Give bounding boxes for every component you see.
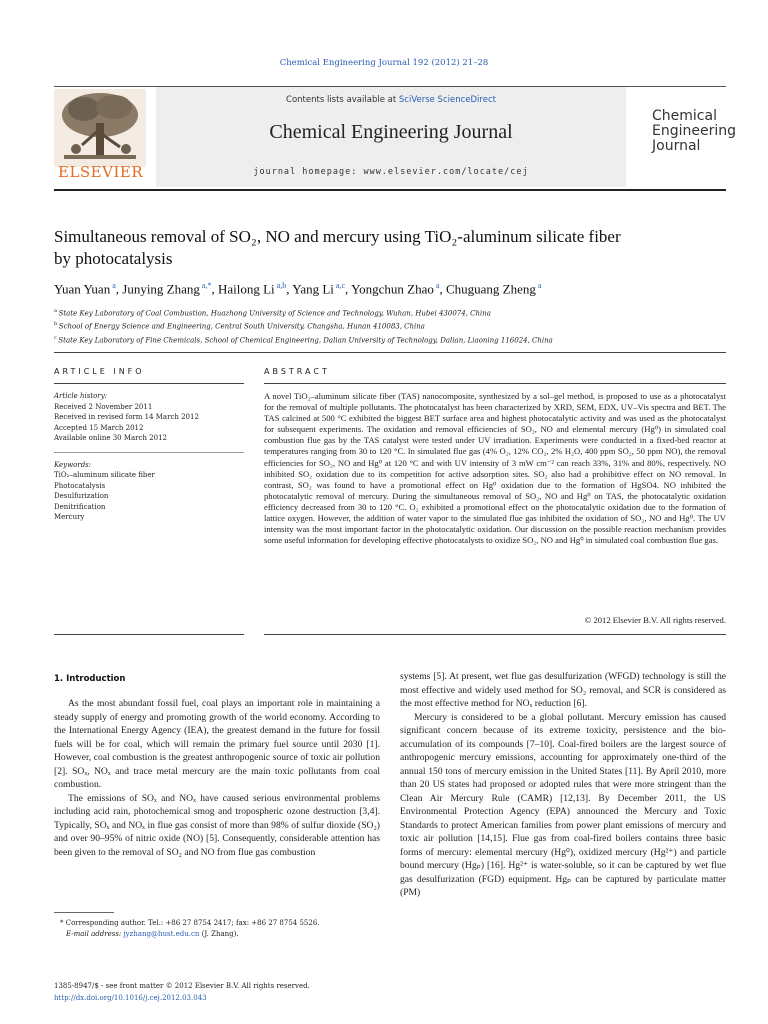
keyword: Photocatalysis xyxy=(54,481,106,490)
author-name[interactable]: Yongchun Zhao xyxy=(351,281,434,297)
journal-homepage-link[interactable]: journal homepage: www.elsevier.com/locate/cej xyxy=(253,167,529,177)
elsevier-tree-icon xyxy=(54,89,146,167)
author-affiliation-marker[interactable]: a xyxy=(110,281,116,290)
elsevier-logo xyxy=(54,89,146,187)
divider xyxy=(264,383,726,384)
body-paragraph: Mercury is considered to be a global pollutant. Mercury emission has caused significant concern because of its extreme toxicity, persistence and the bio-accumulation of its compounds [7–10]. Coal-fired boilers are the largest source of anthropogenic mercury emissions, accounting for approximately one-third of the annual 150 tons of mercury emission in the United States [11]. By April 2010, more than 20 US states had proposed or adopted rules that were more stringent than the Clean Air Mercury Rule (CAMR) [12,13]. By December 2011, the US Environmental Protection Agency (EPA) announced the Mercury and Toxic Standards to protect American families from power plant emissions of mercury and toxic air pollution [14,15]. Flue gas from coal-fired boilers contains three basic forms of mercury: elemental mercury (Hg⁰), oxidized mercury (Hg²⁺) and particle bound mercury (Hgₚ) [16]. Hg²⁺ is water-soluble, so it can be captured by wet flue gas desulfurization (FGD) equipment. Hgₚ can be captured by particulate matter (PM) xyxy=(400,711,726,898)
body-paragraph: As the most abundant fossil fuel, coal plays an important role in maintaining a steady supply of energy and promoting growth of the world economy. According to the International Energy Agency (IEA), the greatest demand in the future for fossil fuels will be for coal, which will remain the primary fuel source until 2030 [1]. However, coal combustion is the greatest anthropogenic source of toxic air pollution [2]. SOₓ, NOₓ and trace metal mercury are the main toxic pollutants from coal combustion. xyxy=(54,698,380,790)
divider xyxy=(54,383,244,384)
affiliation-text: School of Energy Science and Engineering, Central South University, Changsha, Hunan 410083, China xyxy=(58,322,425,331)
keyword: Denitrification xyxy=(54,502,106,511)
issn-line: 1385-8947/$ - see front matter © 2012 Elsevier B.V. All rights reserved. xyxy=(54,982,310,990)
abstract-heading: ABSTRACT xyxy=(264,367,330,376)
keyword: TiO₂–aluminum silicate fiber xyxy=(54,471,155,479)
email-line xyxy=(54,929,384,940)
page-footer xyxy=(54,980,394,1004)
copyright-notice: © 2012 Elsevier B.V. All rights reserved. xyxy=(584,615,726,625)
author-name[interactable]: Yang Li xyxy=(292,281,334,297)
affiliation xyxy=(54,306,734,319)
email-link[interactable]: jyzhang@hust.edu.cn xyxy=(123,930,200,938)
affiliation-list xyxy=(54,306,734,346)
corresponding-author: * Corresponding author. Tel.: +86 27 8754 2417; fax: +86 27 8754 5526. xyxy=(60,919,320,927)
affiliation xyxy=(54,333,734,346)
affiliation-text: State Key Laboratory of Coal Combustion, Huazhong University of Science and Technology, Wuhan, Hubei 430074, China xyxy=(58,309,491,318)
journal-citation-link[interactable]: Chemical Engineering Journal 192 (2012) 21–28 xyxy=(279,58,489,68)
divider xyxy=(54,452,244,453)
journal-masthead xyxy=(54,86,736,191)
author-name[interactable]: Yuan Yuan xyxy=(54,281,111,297)
journal-title: Chemical Engineering Journal xyxy=(269,121,513,143)
journal-band xyxy=(156,87,626,187)
body-paragraph: systems [5]. At present, wet flue gas desulfurization (WFGD) technology is still the most effective and widely used method for SO₂ removal, and SCR is considered as the most effective method for NOₓ reduction [6]. xyxy=(400,671,726,709)
history-item: Received 2 November 2011 xyxy=(54,402,153,411)
journal-cover-title xyxy=(652,108,736,154)
divider xyxy=(264,634,726,635)
article-info xyxy=(54,391,244,523)
article-title-line: by photocatalysis xyxy=(54,249,173,268)
body-right-column xyxy=(400,670,726,900)
body-left-column xyxy=(54,697,380,859)
author-affiliation-marker[interactable]: a,* xyxy=(199,281,212,290)
affiliation xyxy=(54,319,734,332)
footnote-rule xyxy=(54,912,114,913)
author-affiliation-marker[interactable]: a,b xyxy=(274,281,287,290)
doi-link[interactable]: http://dx.doi.org/10.1016/j.cej.2012.03.043 xyxy=(54,994,207,1002)
cover-line: Engineering xyxy=(652,123,736,139)
sciencedirect-link[interactable]: SciVerse ScienceDirect xyxy=(398,95,496,105)
abstract-text: A novel TiO₂–aluminum silicate fiber (TAS) nanocomposite, synthesized by a sol–gel method, is proposed to use as a photocatalyst for the removal of multiple pollutants. The photocatalyst has been characterized by XRD, SEM, EDX, UV–Vis spectra and BET. The TAS calcined at 500 °C exhibited the biggest BET surface area and highest photocatalytic activity and was used as the photocatalyst for subsequent experiments. The oxidation and removal efficiencies of SO₂, NO and elemental mercury (Hg⁰) in simulated coal combustion flue gas by the TAS catalyst were tested under UV irradiation. Experiments were conducted in a fixed-bed reactor at temperatures ranging from 30 to 120 °C. In simulated flue gas (4% O₂, 12% CO₂, 2% H₂O, 400 ppm SO₂, 50 ppm NO), the removal efficiencies for SO₂, NO and Hg⁰ at 120 °C and with UV intensity of 3 mW cm⁻² can reach 33%, 31% and 80%, respectively. NO inhibited SO₂ oxidation due to its competition for active adsorption sites. SO₂ also had a prohibitive effect on NO removal. In contrast, SO₂ was found to have a promotional effect on Hg⁰ oxidation due to the formation of HgSO4. NO inhibited the photocatalytic removal of mercury. During the simultaneous removal of SO₂, NO and Hg⁰ on TAS, the photocatalytic oxidation efficiency decreased from 30 to 120 °C. O₂ exhibited a promotional effect on the photocatalytic oxidation due to the formation of lattice oxygen. However, the addition of water vapor to the simulated flue gas inhibited the oxidation of SO₂, NO and Hg⁰. The UV intensity was the most important factor in the photocatalytic oxidation. Our discussion on the possible reaction mechanism provides some useful information for developing effective photocatalysts to oxidize SO₂, NO and Hg⁰ in simulated coal combustion flue gas. xyxy=(264,391,726,546)
article-info-heading: ARTICLE INFO xyxy=(54,367,145,376)
email-suffix: (J. Zhang). xyxy=(199,930,239,938)
cover-line: Chemical xyxy=(652,108,717,124)
affiliation-marker: b xyxy=(54,321,59,328)
affiliation-marker: a xyxy=(54,308,59,314)
corresponding-footnote xyxy=(54,918,384,940)
contents-line xyxy=(156,95,626,105)
author-affiliation-marker[interactable]: a xyxy=(535,281,542,290)
article-title xyxy=(54,226,734,270)
author-name[interactable]: Junying Zhang xyxy=(122,281,200,297)
contents-prefix: Contents lists available at xyxy=(286,95,399,105)
keywords-label: Keywords: xyxy=(54,460,92,469)
author-name[interactable]: Hailong Li xyxy=(217,281,275,297)
affiliation-text: State Key Laboratory of Fine Chemicals, School of Chemical Engineering, Dalian University of Technology, Dalian, Liaoning 116024, China xyxy=(58,335,553,344)
history-label: Article history: xyxy=(54,392,108,400)
body-paragraph: The emissions of SOₓ and NOₓ have caused serious environmental problems including acid rain, photochemical smog and tropospheric ozone destruction [3,4]. Typically, SOₓ and NOₓ in flue gas consist of more than 98% of sulfur dioxide (SO₂) and over 90–95% of nitric oxide (NO) [5]. Consequently, considerable attention has been given to the removal of SO₂ and NO from flue gas combustion xyxy=(54,792,380,858)
history-item: Available online 30 March 2012 xyxy=(54,434,168,442)
email-label: E-mail address: xyxy=(66,930,124,938)
affiliation-marker: c xyxy=(54,334,59,341)
divider xyxy=(54,634,244,635)
elsevier-wordmark: ELSEVIER xyxy=(58,163,144,181)
divider xyxy=(54,352,726,353)
history-item: Accepted 15 March 2012 xyxy=(54,423,144,432)
author-list: Yuan Yuan $^a$, Junying Zhang $^{a,*}$, Hailong Li $^{a,b}$, Yang Li $^{a,c}$, Yongchun Zhao $^a$, Chuguang Zheng $^a$ xyxy=(54,281,542,297)
author-affiliation-marker[interactable]: a,c xyxy=(333,281,346,290)
author-name[interactable]: Chuguang Zheng xyxy=(445,281,536,297)
keyword: Mercury xyxy=(54,513,85,521)
cover-line: Journal xyxy=(652,138,701,154)
keyword: Desulfurization xyxy=(54,492,109,500)
history-item: Received in revised form 14 March 2012 xyxy=(54,413,199,421)
author-affiliation-marker[interactable]: a xyxy=(433,281,440,290)
article-title-line: Simultaneous removal of SO₂, NO and mercury using TiO₂-aluminum silicate fiber xyxy=(54,227,621,246)
section-heading: 1. Introduction xyxy=(54,674,126,684)
